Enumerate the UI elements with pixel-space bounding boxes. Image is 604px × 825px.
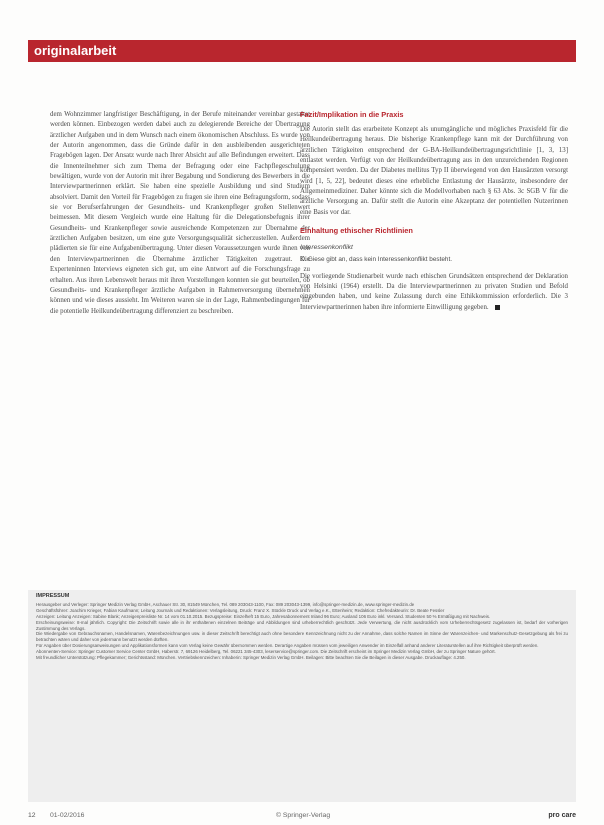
impressum-line: Die Wiedergabe von Gebrauchsnamen, Handelsnamen, Warenbezeichnungen usw. in dieser Zeitschrift berechtigt auch ohne besondere Kennzeichnung nicht zu der Annahme, dass solche Namen im Sinne der Warenzeichen- und Markenschutz-Gesetzgebung als frei zu betrachten wären und daher von jedermann benutzt werden dürften. <box>36 631 568 643</box>
heading-ethics: Einhaltung ethischer Richtlinien <box>300 226 413 236</box>
impressum-line: Mit freundlicher Unterstützung: Pflegekammer; Gerichtsstand: München. Vertriebskennzeichen: Inhaberin: Springer Medizin Verlag GmbH. Beilagen: Bitte beachten Sie die Beilagen in dieser Ausgabe. Druckauflage: 4.250. <box>36 655 466 661</box>
journal-brand: pro care <box>548 812 576 819</box>
impressum-line: Herausgeber und Verleger: Springer Medizin Verlag GmbH, Aschauer Str. 30, 81549 München, Tel. 089 203043-1100, Fax: 089 203043-1399, info@springer-medizin.de, www.springer-medizin.de <box>36 601 415 607</box>
issue-date: 01-02/2016 <box>50 812 85 819</box>
conflict-paragraph: K. Giese gibt an, dass kein Interessenkonflikt besteht. <box>300 256 453 264</box>
right-column <box>300 110 568 313</box>
impressum-line: Abonnenten-Service: Springer Customer Service Center GmbH, Haberstr. 7, 69126 Heidelberg, Tel. 06221 345-4303, leserservice@springer.com. Die Zeitschrift erscheint im Springer Medizin Verlag GmbH, der zu Springer Nature gehört. <box>36 649 496 655</box>
page-number: 12 <box>28 812 36 819</box>
heading-fazit: Fazit/Implikation in die Praxis <box>300 110 404 119</box>
impressum-box <box>28 590 576 802</box>
impressum-line: Erscheinungsweise: 8-mal jährlich. Copyright: Die Zeitschrift sowie alle in ihr enthaltenen einzelnen Beiträge und Abbildungen sind urheberrechtlich geschützt. Jede Verwertung, die nicht ausdrücklich vom Urheberrechtsgesetz zugelassen ist, bedarf der vorherigen Zustimmung des Verlags. <box>36 619 568 631</box>
fazit-paragraph: Die Autorin stellt das erarbeitete Konzept als unumgängliche und mögliches Praxisfeld für die Heilkundeübertragung heraus. Die bisherige Krankenpflege kann mit der Durchführung von ärztlichen Tätigkeiten entsprechend der G-BA-Heilkundeübertragungsrichtlinie [1, 3, 13] entlastet werden. Verfügt von der Heilkundeübertragung aus in den unzureichenden Regionen kompensiert werden. Da der Diabetes mellitus Typ II überwiegend von den Hausärzten versorgt wird [1, 5, 22], bedeutet dieses eine erhebliche Entlastung der Hausärzte, insbesondere der Allgemeinmediziner. Daher könnte sich die Modellvorhaben nach § 63 Abs. 3c SGB V für die ärztliche Versorgung an. Dafür stellt die Autorin eine Akzeptanz der potentiellen Nutzerinnen eine Basis vor dar. <box>300 126 568 216</box>
impressum-title: IMPRESSUM <box>36 593 70 599</box>
impressum-line: Anzeigen: Leitung Anzeigen: Sabine Blank; Anzeigenpreisliste Nr. 14 vom 01.10.2015. Bezugspreise: Einzelheft 15 Euro, Jahresabonnement Inland 96 Euro; Ausland 106 Euro inkl. Versand. Studenten 50 % Ermäßigung mit Nachweis. <box>36 613 491 619</box>
ethics-paragraph <box>300 272 568 313</box>
page-footer <box>28 812 576 824</box>
impressum-line: Geschäftsführer: Joachim Krieger, Fabian Kaufmann; Leitung Journals und Redaktionen: Verlagsleitung, Druck: Franz X. Stückle Druck und Verlag e.K., Ettenheim; Redaktion: Chefredakteurin: Dr. Beate Fessler <box>36 607 445 613</box>
subhead-conflict: Interessenkonflikt <box>300 244 353 252</box>
copyright-notice: © Springer-Verlag <box>276 812 331 819</box>
ethics-text: Die vorliegende Studienarbeit wurde nach ethischen Grundsätzen entsprechend der Deklaration von Helsinki (1964) erstellt. Da die Interviewpartnerinnen zu privaten Studien und Befold eingebunden haben, und keine Zulassung durch eine Ethikkommission erforderlich. Die 3 Interviewpartnerinnen haben ihre informierte Einwilligung gegeben. <box>300 272 568 311</box>
impressum-line: Für Angaben über Dosierungsanweisungen und Applikationsformen kann vom Verlag keine Gewähr übernommen werden. Derartige Angaben müssen vom jeweiligen Anwender im Einzelfall anhand anderer Literaturstellen auf ihre Richtigkeit überprüft werden. <box>36 643 539 649</box>
end-of-article-mark <box>495 305 500 310</box>
left-paragraph: dem Wohnzimmer langfristiger Beschäftigung, in der Berufe miteinander vereinbar gestaltet werden können. Einbezogen werden dabei auch zu delegierende Bereiche der Übertragung ärztlicher Aufgaben und in dem Wunsch nach einem ökonomischen Abschluss. Es wurde von der Autorin angenommen, dass die Gründe dafür in den ausbleibenden ausgerichteten Fragebögen lagen. Der Ansatz wurde nach Ihrer Absicht auf alle Befindungen erweitert. Dass die Innenteilnehmer sich zum Thema der Befragung oder eine Fachpflegeschulung bewältigen, wurde von der Autorin mit ihrer Begabung und Sondierung des Bewerbers in die Interviewpartnerinnen erklärt. Sie haben eine spezielle Ausbildung und sind Studium absolviert. Damit den Vorteil für Fragebögen zu fragen sie ihren eine Befragungsform, sodass sie vor Berufserfahrungen der Gesundheits- und Krankenpfleger großen Stellenwert beimessen. Mit diesem Vergleich wurde eine Haltung für die Delegationsbefugnis ihrer Gesundheits- und Krankenpfleger sowie ausreichende Kompetenzen zur Übernahme der ärztlichen Aufgaben besitzen, um eine gute Versorgungsqualität sicherzustellen. Außerdem plädierten sie für eine Aufgabenübertragung. Unter diesen Voraussetzungen wurde ihnen von den Interviewpartnerinnen die Übernahme ärztlicher Tätigkeiten zugetraut. Die Experteninnen Interviews eigneten sich gut, um eine Antwort auf die Forschungsfrage zu erhalten. Aus ihren Lebenswelt heraus mit ihren Vorstellungen konnten sie gut beurteilen, ob Gesundheits- und Krankenpfleger ärztliche Aufgaben in Rahmenversorgung übernehmen können und wie dieses aussieht. Im Weiteren waren sie in der Lage, Rahmenbedingungen für die potentielle Heilkundeübertragung differenziert zu beschreiben. <box>50 111 310 315</box>
section-title: originalarbeit <box>34 43 117 58</box>
section-title-bar <box>28 40 576 62</box>
left-column <box>50 110 310 317</box>
